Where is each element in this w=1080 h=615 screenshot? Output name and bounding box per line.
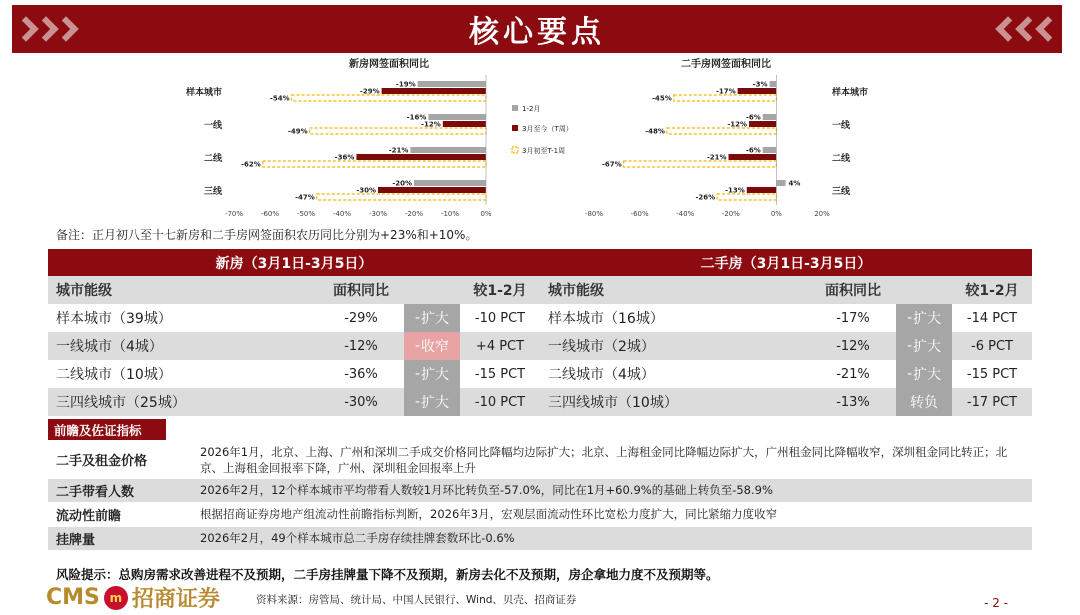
x-tick-label: -40% <box>676 210 695 218</box>
bar-mar-prior-week <box>317 194 486 200</box>
indicator-text: 根据招商证券房地产组流动性前瞻指标判断，2026年3月，宏观层面流动性环比宽松力度扩大，同比紧缩力度收窄 <box>200 507 778 521</box>
trend-tag: - 扩大 <box>896 304 952 332</box>
bar-mar-to-date <box>747 187 777 193</box>
bar-mar-to-date <box>729 154 777 160</box>
category-label: 一线 <box>832 121 851 131</box>
area-yoy-cell: -12% <box>344 338 378 354</box>
x-tick-label: -20% <box>721 210 740 218</box>
company-logo <box>46 582 220 613</box>
bar-mar-prior-week <box>674 95 777 101</box>
table-row <box>48 360 1032 388</box>
category-label: 三线 <box>203 187 222 197</box>
new-home-chart <box>170 55 590 223</box>
city-level-cell: 一线城市（2城） <box>548 339 655 355</box>
legend-label: 3月至今（T周） <box>522 125 573 133</box>
indicator-text: 2026年2月，49个样本城市总二手房存续挂牌套数环比-0.6% <box>200 531 515 545</box>
chart-title: 新房网签面积同比 <box>349 59 429 70</box>
x-tick-label: -50% <box>296 210 316 218</box>
indicator-key: 流动性前瞻 <box>48 503 194 526</box>
data-label: -36% <box>334 153 355 162</box>
indicator-row <box>48 502 1032 526</box>
bar-mar-prior-week <box>624 161 777 167</box>
x-tick-label: -10% <box>440 210 460 218</box>
indicator-row <box>48 440 1032 478</box>
page-number: - 2 - <box>984 596 1008 610</box>
data-label: -6% <box>745 113 761 122</box>
compare-cell: -14 PCT <box>966 310 1018 326</box>
bar-jan-feb <box>418 81 486 87</box>
x-tick-label: -30% <box>368 210 388 218</box>
title-banner <box>12 5 1062 53</box>
trend-tag: - 扩大 <box>896 360 952 388</box>
col-city-level: 城市能级 <box>548 283 604 299</box>
data-label: -29% <box>359 87 380 96</box>
bar-mar-to-date <box>382 88 486 94</box>
legend-label: 3月初至T-1周 <box>522 147 566 155</box>
city-level-cell: 三四线城市（25城） <box>56 395 186 411</box>
legend-label: 1-2月 <box>522 105 541 113</box>
area-yoy-cell: -17% <box>836 310 870 326</box>
data-label: -48% <box>645 127 665 136</box>
bar-jan-feb <box>770 81 777 87</box>
chevron-left-icon <box>16 5 76 53</box>
area-yoy-cell: -29% <box>344 310 378 326</box>
data-label: -20% <box>392 179 412 188</box>
compare-cell: -15 PCT <box>474 366 526 382</box>
area-yoy-cell: -21% <box>836 366 870 382</box>
city-level-cell: 二线城市（10城） <box>56 367 172 383</box>
indicator-key: 二手带看人数 <box>48 479 194 502</box>
col-compare: 较1-2月 <box>473 283 527 299</box>
data-label: -54% <box>269 94 290 103</box>
data-label: -21% <box>706 153 727 162</box>
indicators-title: 前瞻及佐证指标 <box>48 419 166 440</box>
compare-cell: -17 PCT <box>966 394 1018 410</box>
city-level-cell: 一线城市（4城） <box>56 339 163 355</box>
bar-jan-feb <box>410 147 486 153</box>
category-label: 二线 <box>832 154 851 164</box>
bar-mar-prior-week <box>717 194 776 200</box>
summary-table <box>48 249 1032 550</box>
x-tick-label: 0% <box>770 210 782 218</box>
compare-cell: +4 PCT <box>475 338 525 354</box>
x-tick-label: 0% <box>480 210 492 218</box>
city-level-cell: 样本城市（39城） <box>56 311 172 327</box>
indicator-text: 2026年2月，12个样本城市平均带看人数较1月环比转负至-57.0%，同比在1月+60.9%的基础上转负至-58.9% <box>200 483 773 497</box>
chevron-right-icon <box>998 5 1058 53</box>
x-tick-label: -60% <box>630 210 649 218</box>
data-label: -12% <box>727 120 748 129</box>
page-title: 核心要点 <box>469 15 605 50</box>
data-label: -49% <box>287 127 308 136</box>
source-text: 资料来源：房管局、统计局、中国人民银行、Wind、贝壳、招商证券 <box>256 594 577 606</box>
bar-mar-prior-week <box>263 161 486 167</box>
compare-cell: -6 PCT <box>971 338 1013 354</box>
area-yoy-cell: -12% <box>836 338 870 354</box>
indicator-row <box>48 478 1032 502</box>
bar-jan-feb <box>776 180 785 186</box>
column-header-row <box>48 276 1032 304</box>
legend-swatch <box>512 147 518 153</box>
table-row <box>48 304 1032 332</box>
bar-mar-to-date <box>356 154 486 160</box>
bar-jan-feb <box>763 147 777 153</box>
table-row <box>48 332 1032 360</box>
trend-tag: - 扩大 <box>404 388 460 416</box>
trend-tag: - 收窄 <box>404 332 460 360</box>
legend-swatch <box>512 105 518 111</box>
data-label: -13% <box>725 186 745 195</box>
data-label: -47% <box>295 193 315 202</box>
col-area-yoy: 面积同比 <box>333 283 389 299</box>
category-label: 一线 <box>203 121 222 131</box>
second-hand-chart <box>580 55 880 223</box>
x-tick-label: 20% <box>814 210 830 218</box>
risk-warning: 风险提示：总购房需求改善进程不及预期，二手房挂牌量下降不及预期，新房去化不及预期，房企拿地力度不及预期等。 <box>56 567 719 582</box>
city-level-cell: 样本城市（16城） <box>548 311 664 327</box>
category-label: 样本城市 <box>185 88 222 98</box>
logo-text: CMS <box>46 585 100 610</box>
table-row <box>48 388 1032 416</box>
category-label: 二线 <box>203 154 222 164</box>
city-level-cell: 二线城市（4城） <box>548 367 655 383</box>
data-label: 4% <box>788 179 801 188</box>
data-label: -30% <box>356 186 376 195</box>
col-compare: 较1-2月 <box>965 283 1019 299</box>
indicator-text: 2026年1月，北京、上海、广州和深圳二手成交价格同比降幅均边际扩大；北京、上海租金同比降幅边际扩大，广州租金同比降幅收窄，深圳租金同比转正；北京、上海租金回报率下降，广州、深圳租金回报率上升 <box>200 445 1008 475</box>
bar-jan-feb <box>414 180 486 186</box>
x-tick-label: -20% <box>404 210 424 218</box>
city-level-cell: 三四线城市（10城） <box>548 395 678 411</box>
note-text: 备注：正月初八至十七新房和二手房网签面积农历同比分别为+23%和+10%。 <box>56 228 478 242</box>
bar-mar-to-date <box>378 187 486 193</box>
data-label: -21% <box>388 146 409 155</box>
bar-mar-prior-week <box>292 95 486 101</box>
x-tick-label: -60% <box>260 210 280 218</box>
indicator-key: 二手及租金价格 <box>48 441 194 478</box>
data-label: -12% <box>421 120 441 129</box>
category-label: 样本城市 <box>832 88 869 98</box>
x-tick-label: -40% <box>332 210 352 218</box>
category-label: 三线 <box>832 187 851 197</box>
trend-tag: - 扩大 <box>404 304 460 332</box>
logo-coin-icon: m <box>104 586 128 610</box>
data-label: -17% <box>715 87 736 96</box>
bar-mar-prior-week <box>310 128 486 134</box>
col-area-yoy: 面积同比 <box>825 283 881 299</box>
data-label: -45% <box>652 94 672 103</box>
data-label: -67% <box>601 160 622 169</box>
left-table-title: 新房（3月1日-3月5日） <box>215 255 373 272</box>
bar-mar-to-date <box>738 88 777 94</box>
indicator-row <box>48 526 1032 550</box>
col-city-level: 城市能级 <box>56 283 112 299</box>
trend-tag: - 扩大 <box>404 360 460 388</box>
compare-cell: -15 PCT <box>966 366 1018 382</box>
data-label: -3% <box>752 80 768 89</box>
area-yoy-cell: -13% <box>836 394 870 410</box>
compare-cell: -10 PCT <box>474 394 526 410</box>
chart-title: 二手房网签面积同比 <box>681 59 771 70</box>
bar-mar-to-date <box>749 121 776 127</box>
legend-swatch <box>512 125 518 131</box>
right-table-title: 二手房（3月1日-3月5日） <box>700 255 872 272</box>
table-header <box>48 249 1032 276</box>
indicator-key: 挂牌量 <box>48 527 194 550</box>
bar-jan-feb <box>428 114 486 120</box>
data-label: -6% <box>745 146 761 155</box>
compare-cell: -10 PCT <box>474 310 526 326</box>
logo-name: 招商证券 <box>131 587 220 612</box>
trend-tag: - 扩大 <box>896 332 952 360</box>
data-label: -62% <box>241 160 261 169</box>
bar-mar-to-date <box>443 121 486 127</box>
bar-mar-prior-week <box>667 128 776 134</box>
area-yoy-cell: -30% <box>344 394 378 410</box>
trend-tag: 转负 <box>896 388 952 416</box>
data-label: -26% <box>695 193 716 202</box>
x-tick-label: -70% <box>224 210 244 218</box>
data-label: -19% <box>395 80 416 89</box>
data-label: -16% <box>406 113 427 122</box>
area-yoy-cell: -36% <box>344 366 378 382</box>
x-tick-label: -80% <box>584 210 604 218</box>
bar-jan-feb <box>763 114 777 120</box>
